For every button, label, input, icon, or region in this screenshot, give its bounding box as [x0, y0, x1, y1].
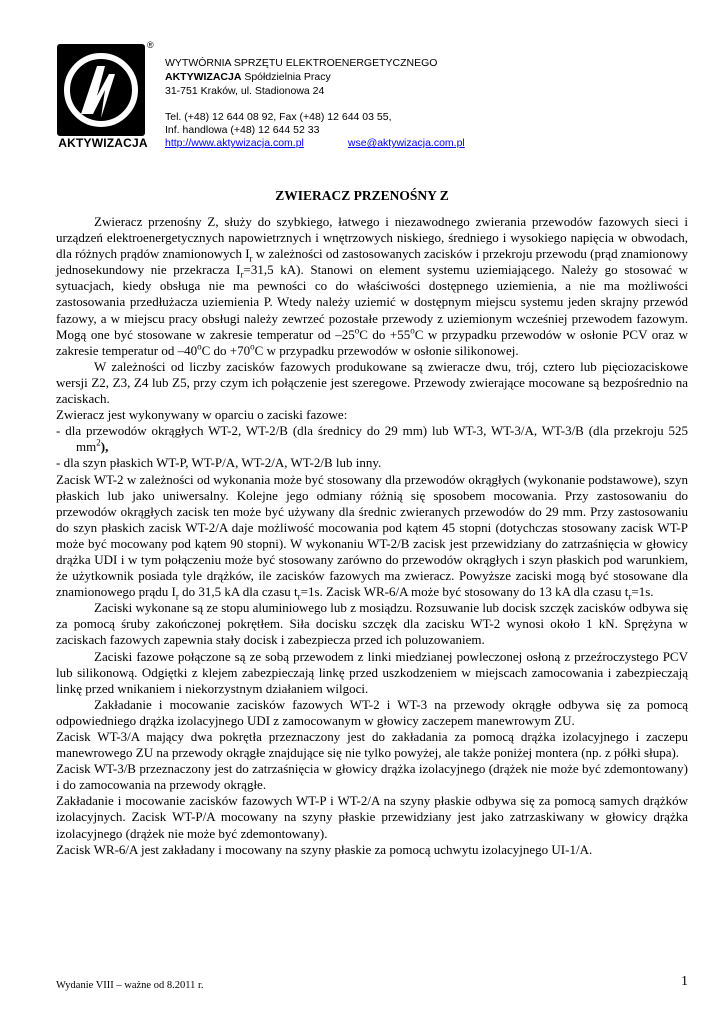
email-link[interactable]: wse@aktywizacja.com.pl: [347, 137, 465, 149]
paragraph-1: Zwieracz przenośny Z, służy do szybkiego, łatwego i niezawodnego zwierania przewodów fazowych sieci i urządzeń elektroenergetycznych napowietrznych i wnętrzowych niskiego, średniego i wysokiego napięcia w obwodach, dla różnych prądów znamionowych $I_r$ w zależności od zastosowanych zacisków i przekroju przewodu (prąd znamionowy jednosekundowy nie przekracza $I_r=31,5$ kA). Stanowi on element systemu uziemiającego. Należy go stosować w sytuacjach, kiedy obsługa nie ma pewności co do właściwości dostępnego uziemienia, a nie ma możliwości zastosowania przedłużacza uziemienia P. Wtedy należy uziemić w dostępnym miejscu systemu jeden skrajny przewód fazowy, a w miejscu pracy obsługi należy zewrzeć pozostałe przewody z uziemionym wcześniej przewodem fazowym. Mogą one być stosowane w zakresie temperatur od –25$^o$C do $+55^oC$ w przypadku przewodów w osłonie PCV oraz w zakresie temperatur od –40$^o$C do $+70^oC$ w przypadku przewodów w osłonie silikonowej.: [56, 214, 689, 358]
website-link[interactable]: http://www.aktywizacja.com.pl: [165, 137, 304, 149]
paragraph-11: Zacisk WR-6/A jest zakładany i mocowany na szyny płaskie za pomocą uchwytu izolacyjnego UI-1/A.: [56, 841, 593, 857]
list-item: - dla przewodów okrągłych WT-2, WT-2/B (dla średnicy do 29 mm) lub WT-3, WT-3/A, WT-3/B (dla przekroju 525 $mm^2$),: [56, 423, 688, 455]
paragraph-4: Zacisk WT-2 w zależności od wykonania może być stosowany dla przewodów okrągłych (wykonanie podstawowe), szyn płaskich lub jako uniwersalny. Kolejne jego odmiany różnią się sposobem mocowania. Przy zastosowaniu do przewodów okrągłych zacisk ten może być używany dla średnic zwieranych przewodów do 29 mm. Przy zastosowaniu do szyn płaskich zacisk WT-2/A daje możliwość mocowania pod kątem 45 stopni (dotychczas stosowany zacisk WT-P może być mocowany pod kątem 90 stopni). W wykonaniu WT-2/B zacisk jest przewidziany do zatrzaśnięcia w głowicy drążka UDI i w tym połączeniu może być stosowany zarówno do przewodów okrągłych i szyn płaskich pod warunkiem, że użytkownik posiada tyle drążków, ile zacisków fazowych ma zwieracz. Powyższe zaciski mogą być stosowane dla znamionowego prądu $I_r$ do 31,5 kA dla czasu $t_r=1s$. Zacisk WR-6/A może być stosowany do 13 kA dla czasu $t_r=1s$.: [56, 471, 688, 602]
paragraph-5: Zaciski wykonane są ze stopu aluminiowego lub z mosiądzu. Rozsuwanie lub docisk szczęk zacisków odbywa się za pomocą śruby zakończonej pokrętłem. Siła docisku szczęk dla zacisku WT-2 wynosi około 1 kN. Sprężyna w zaciskach fazowych zapewnia stały docisk i zabezpiecza przed ich poluzowaniem.: [56, 600, 688, 648]
header-sales-phone: Inf. handlowa (+48) 12 644 52 33: [165, 124, 320, 136]
header-phone: Tel. (+48) 12 644 08 92, Fax (+48) 12 644 03 55,: [165, 111, 392, 123]
header-company: [165, 71, 331, 84]
header-address: 31-751 Kraków, ul. Stadionowa 24: [165, 85, 325, 97]
logo-mark: [57, 44, 145, 136]
paragraph-9: Zacisk WT-3/B przeznaczony jest do zatrzaśnięcia w głowicy drążka izolacyjnego (drążek nie może być zdemontowany) i do zamocowania na przewody okrągłe.: [56, 761, 688, 793]
document-title: ZWIERACZ PRZENOŚNY Z: [275, 188, 449, 203]
company-logo: [49, 40, 157, 156]
logo-text: AKTYWIZACJA: [58, 136, 148, 150]
paragraph-7: Zakładanie i mocowanie zacisków fazowych WT-2 i WT-3 na przewody okrągłe odbywa się za pomocą odpowiedniego drążka izolacyjnego UDI z zamocowanym w głowicy zaczepem manewrowym ZU.: [56, 696, 688, 728]
paragraph-3: Zwieracz jest wykonywany w oparciu o zaciski fazowe:: [56, 407, 348, 423]
document-body: [56, 214, 688, 858]
paragraph-6: Zaciski fazowe połączone są ze sobą przewodem z linki miedzianej powleczonej osłoną z przeźroczystego PCV lub silikonową. Odgiętki z klejem zabezpieczają linkę przed uszkodzeniem w miejscach zamocowania i zabezpieczają linkę przed wnikaniem i niekorzystnym działaniem wilgoci.: [56, 648, 688, 696]
list-item: - dla szyn płaskich WT-P, WT-P/A, WT-2/A, WT-2/B lub inny.: [56, 455, 382, 471]
paragraph-8: Zacisk WT-3/A mający dwa pokrętła przeznaczony jest do zakładania za pomocą drążka izolacyjnego i zaczepu manewrowego ZU na przewody okrągłe znajdujące się nie tylko powyżej, ale także poniżej montera (np. z półki słupa).: [56, 729, 688, 761]
company-type: Spółdzielnia Pracy: [241, 71, 331, 83]
header-links: [165, 137, 465, 150]
company-name: AKTYWIZACJA: [165, 71, 242, 83]
edition-note: Wydanie VIII – ważne od 8.2011 r.: [56, 980, 204, 991]
logo-lightning-icon: [57, 44, 145, 136]
header-line1: WYTWÓRNIA SPRZĘTU ELEKTROENERGETYCZNEGO: [165, 57, 438, 69]
paragraph-10: Zakładanie i mocowanie zacisków fazowych WT-P i WT-2/A na szyny płaskie odbywa się za pomocą samych drążków izolacyjnych. Zacisk WT-P/A mocowany na szyny płaskie przewidziany jest jako zatrzaskiwany w głowicy drążka izolacyjnego (drążek nie może być zdemontowany).: [56, 793, 688, 841]
registered-mark: ®: [147, 40, 154, 50]
paragraph-2: W zależności od liczby zacisków fazowych produkowane są zwieracze dwu, trój, cztero lub pięciozaciskowe wersji Z2, Z3, Z4 lub Z5, przy czym ich połączenie jest szeregowe. Przewody zwierające mocowane są bezpośrednio na zaciskach.: [56, 358, 688, 407]
page-number: 1: [681, 974, 688, 989]
